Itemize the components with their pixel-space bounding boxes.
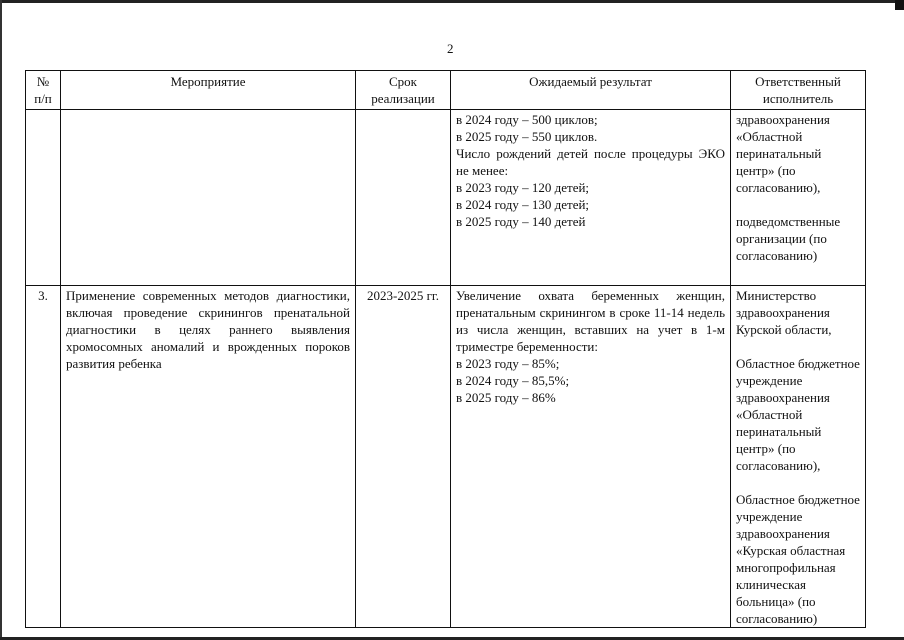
page-number: 2	[447, 41, 454, 56]
header-executor: Ответственный исполнитель	[731, 71, 866, 110]
cell-period: 2023-2025 гг.	[356, 286, 451, 628]
cell-result: Увеличение охвата беременных женщин, пренатальным скринингом в сроке 11-14 недель из числа женщин, вставших на учет в 1-м триместре беременности: в 2023 году – 85%; в 2024 году – 85,5%; в 2025 году – 86%	[451, 286, 731, 628]
header-activity: Мероприятие	[61, 71, 356, 110]
cell-num	[26, 110, 61, 286]
table-row	[26, 286, 866, 628]
cell-result: в 2024 году – 500 циклов; в 2025 году – 550 циклов. Число рождений детей после процедуры ЭКО не менее: в 2023 году – 120 детей; в 2024 году – 130 детей; в 2025 году – 140 детей	[451, 110, 731, 286]
plan-table	[25, 70, 866, 628]
cell-executor: здравоохранения «Областной перинатальный центр» (по согласованию), подведомственные организации (по согласованию)	[731, 110, 866, 286]
cell-activity	[61, 110, 356, 286]
cell-num: 3.	[26, 286, 61, 628]
cell-executor: Министерство здравоохранения Курской области, Областное бюджетное учреждение здравоохранения «Областной перинатальный центр» (по согласованию), Областное бюджетное учреждение здравоохранения «Курская областная многопрофильная клиническая больница» (по согласованию)	[731, 286, 866, 628]
cell-period	[356, 110, 451, 286]
table-header-row	[26, 71, 866, 110]
table-row	[26, 110, 866, 286]
scan-border-left	[0, 0, 2, 640]
scan-border-top	[0, 0, 904, 3]
header-period: Срок реализации	[356, 71, 451, 110]
cell-activity: Применение современных методов диагностики, включая проведение скринингов пренатальной диагностики в целях раннего выявления хромосомных аномалий и врожденных пороков развития ребенка	[61, 286, 356, 628]
header-result: Ожидаемый результат	[451, 71, 731, 110]
scan-corner-mark	[895, 0, 904, 10]
header-num: № п/п	[26, 71, 61, 110]
